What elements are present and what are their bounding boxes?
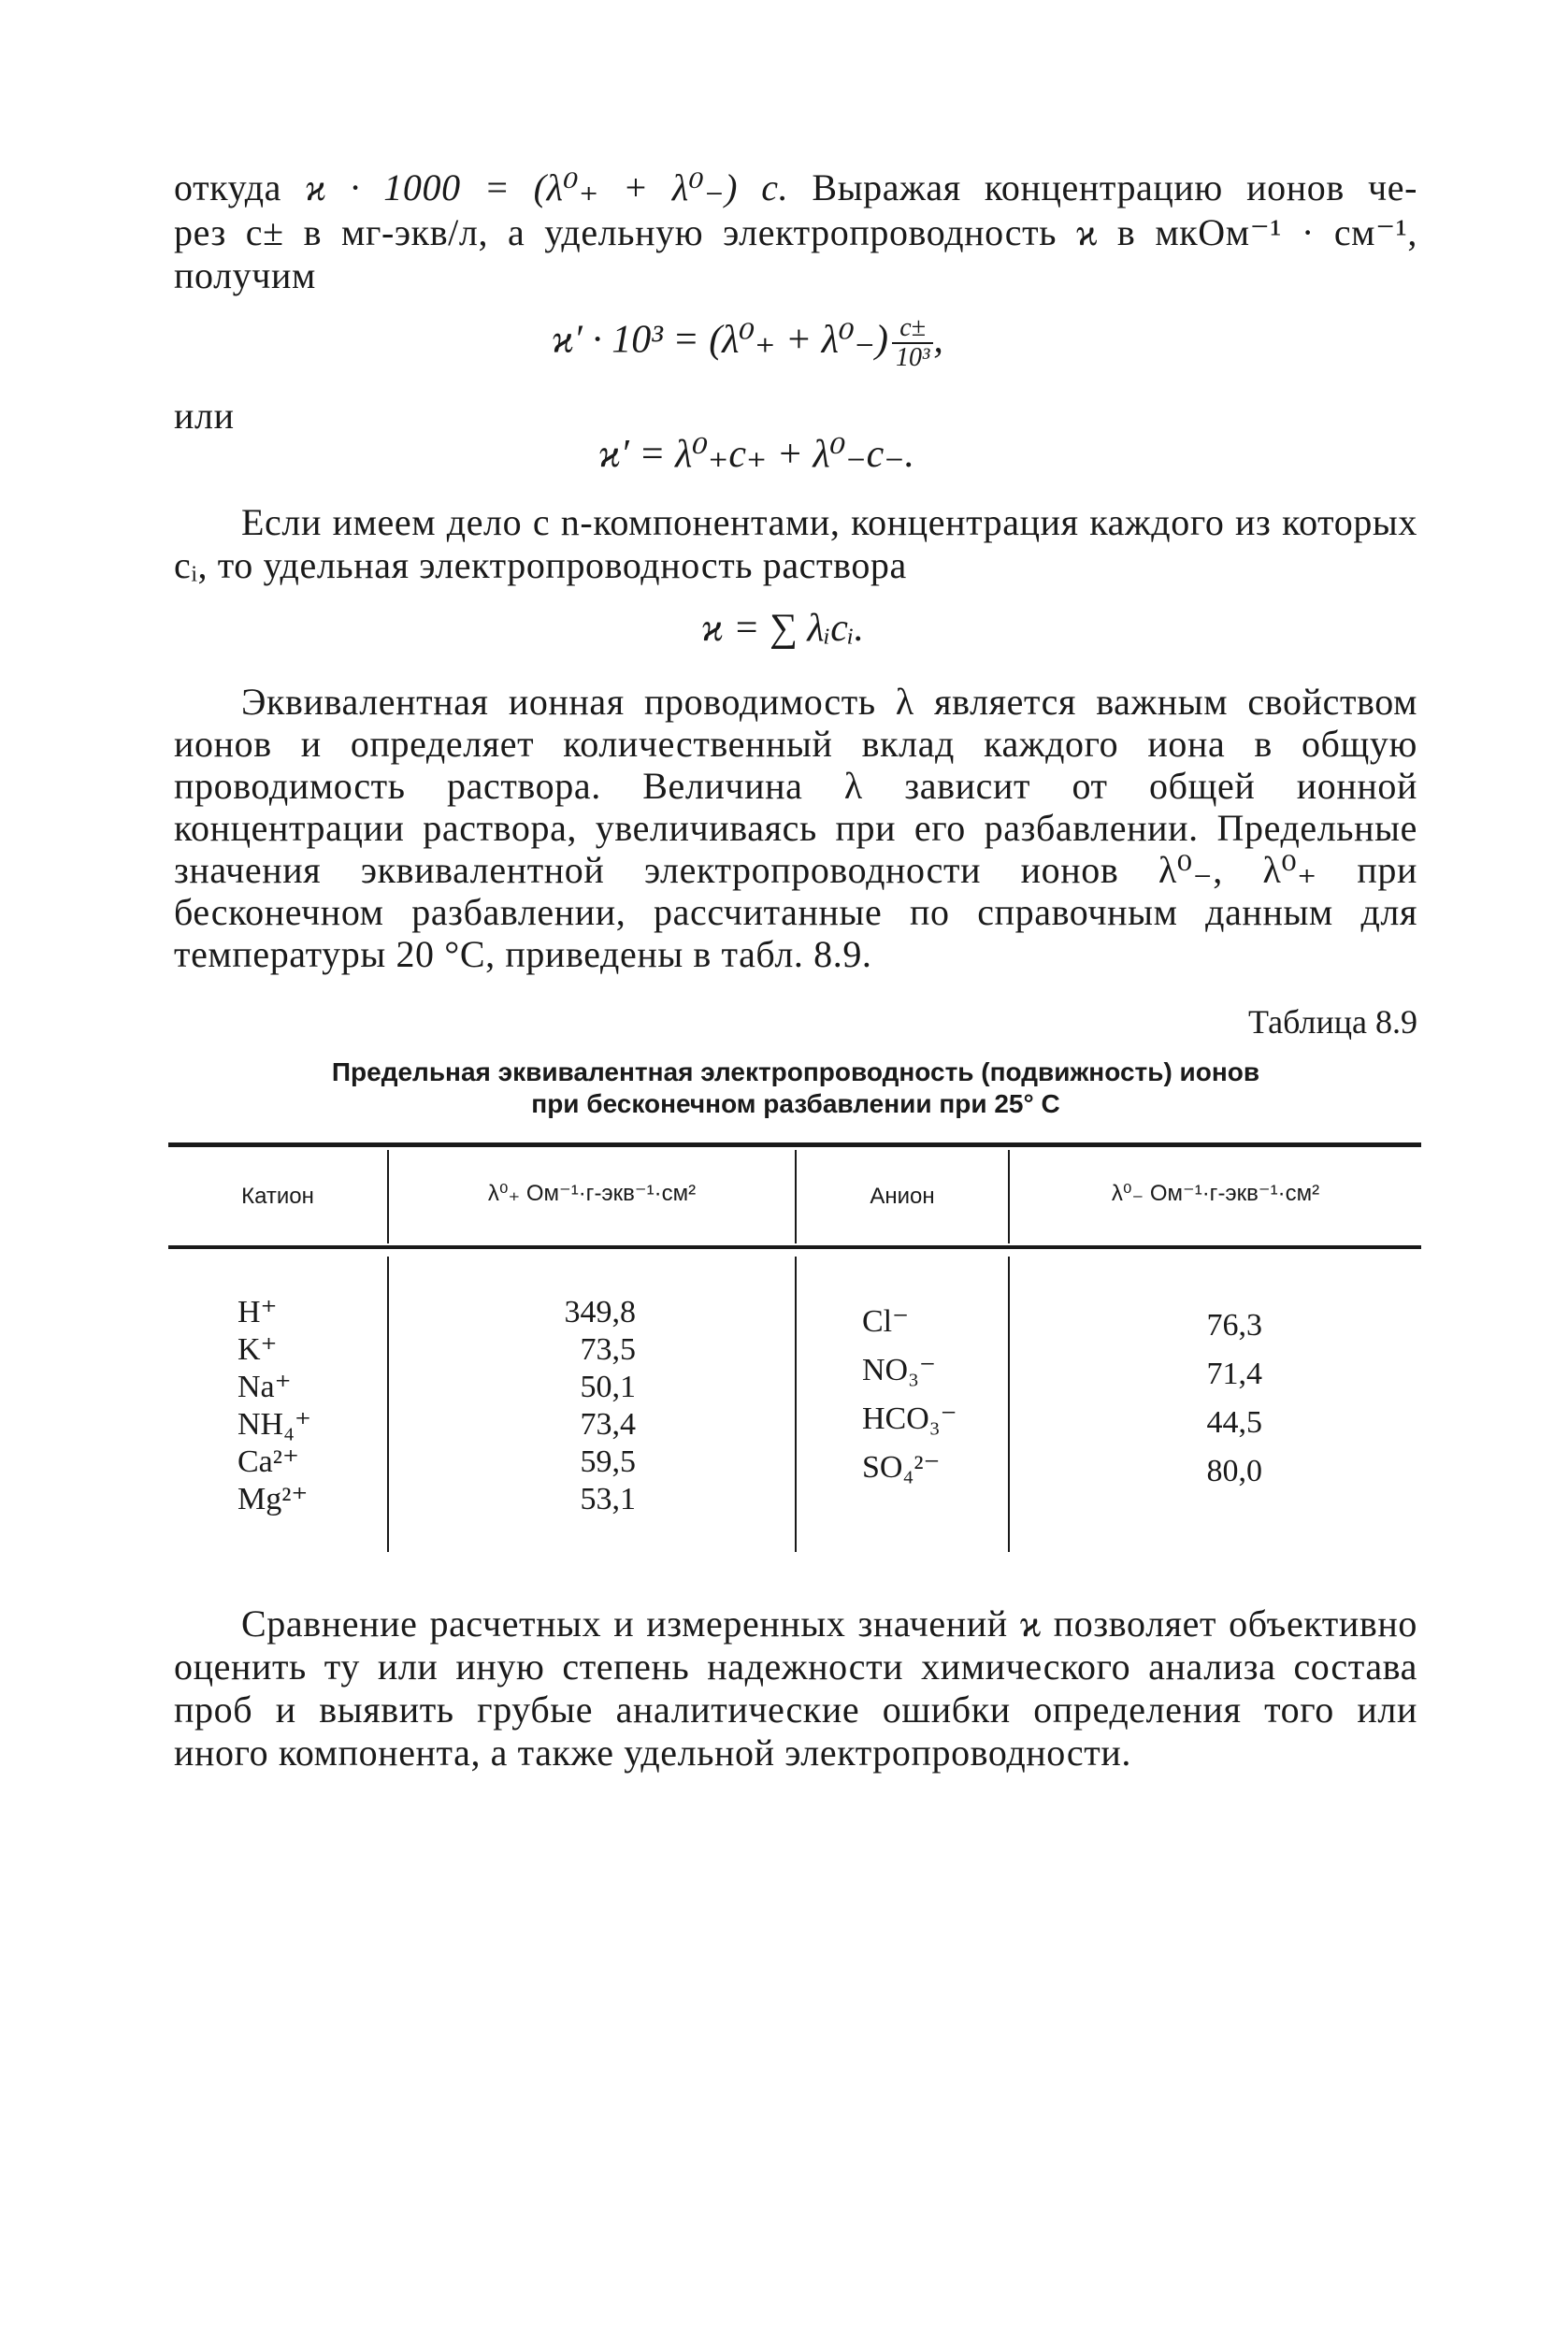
anion-cell: NO₃⁻ — [862, 1353, 936, 1387]
table-label: Таблица 8.9 — [1248, 1003, 1417, 1041]
fraction-denominator: 10³ — [895, 343, 930, 372]
header-anion-conductivity: λ⁰₋ Ом⁻¹·г-экв⁻¹·см² — [1111, 1181, 1320, 1206]
anion-value-column — [1159, 1301, 1262, 1496]
anion-column — [862, 1298, 957, 1492]
cation-cell: H⁺ — [237, 1295, 278, 1329]
cation-cell: NH₄⁺ — [237, 1407, 311, 1442]
paragraph-2: Если имеем дело с n-компонентами, концентрация каждого из которых cᵢ, то удельная электропроводность раствора — [174, 501, 1417, 586]
cation-value-cell: 50,1 — [580, 1370, 636, 1404]
paragraph-1-line-1 — [174, 166, 1417, 209]
formula-conductivity-scaled — [552, 314, 943, 372]
paragraph-1-line-3: получим — [174, 254, 316, 296]
fraction-numerator: c± — [892, 314, 933, 344]
table-caption-line-2: при бесконечном разбавлении при 25° С — [531, 1089, 1060, 1118]
header-anion: Анион — [870, 1184, 935, 1209]
paragraph-1-line-2: рез c± в мг-экв/л, а удельную электропроводность ϰ в мкОм⁻¹ · см⁻¹, — [174, 211, 1417, 253]
cation-value-column — [524, 1294, 636, 1518]
cation-value-cell: 59,5 — [580, 1444, 636, 1479]
anion-cell: Cl⁻ — [862, 1304, 910, 1339]
table-column-divider — [387, 1257, 389, 1552]
text-fragment: откуда — [174, 166, 306, 208]
formula-left: ϰ′ · 10³ = (λ⁰₊ + λ⁰₋) — [552, 318, 888, 362]
formula-sum: ϰ = ∑ λᵢcᵢ. — [701, 607, 865, 650]
anion-value-cell: 80,0 — [1206, 1454, 1262, 1488]
formula-tail: , — [933, 318, 943, 362]
cation-column — [237, 1294, 311, 1518]
table-header-rule — [168, 1245, 1421, 1249]
header-cation-conductivity: λ⁰₊ Ом⁻¹·г-экв⁻¹·см² — [487, 1181, 697, 1206]
anion-cell: SO₄²⁻ — [862, 1450, 941, 1485]
table-column-divider — [795, 1257, 797, 1552]
cation-value-cell: 73,5 — [580, 1332, 636, 1367]
anion-value-cell: 44,5 — [1206, 1405, 1262, 1440]
cation-value-cell: 53,1 — [580, 1482, 636, 1516]
cation-cell: Ca²⁺ — [237, 1444, 299, 1479]
paragraph-3: Эквивалентная ионная проводимость λ является важным свойством ионов и определяет количественный вклад каждого иона в общую проводимость раствора. Величина λ зависит от общей ионной концентрации раствора, увеличиваясь при его разбавлении. Предельные значения эквивалентной электропроводности ионов λ⁰₋, λ⁰₊ при бесконечном разбавлении, рассчитанные по справочным данным для температуры 20 °С, приведены в табл. 8.9. — [174, 681, 1417, 975]
header-cation: Катион — [241, 1184, 314, 1209]
cation-cell: K⁺ — [237, 1332, 278, 1367]
fraction — [892, 314, 933, 372]
anion-value-cell: 76,3 — [1206, 1308, 1262, 1343]
anion-value-cell: 71,4 — [1206, 1357, 1262, 1391]
cation-cell: Mg²⁺ — [237, 1482, 309, 1516]
cation-value-cell: 73,4 — [580, 1407, 636, 1442]
cation-value-cell: 349,8 — [564, 1295, 636, 1329]
anion-cell: HCO₃⁻ — [862, 1401, 957, 1436]
table-caption-line-1: Предельная эквивалентная электропроводность (подвижность) ионов — [331, 1057, 1260, 1086]
paragraph-4: Сравнение расчетных и измеренных значений ϰ позволяет объективно оценить ту или иную степень надежности химического анализа состава проб и выявить грубые аналитические ошибки определения того или иного компонента, а также удельной электропроводности. — [174, 1602, 1417, 1774]
cation-cell: Na⁺ — [237, 1370, 292, 1404]
table-top-rule — [168, 1142, 1421, 1147]
inline-formula: ϰ · 1000 = (λ⁰₊ + λ⁰₋) c. — [305, 166, 789, 208]
or-word: или — [174, 395, 235, 437]
table-column-divider — [1008, 1257, 1010, 1552]
text-fragment: Выражая концентрацию ионов че- — [788, 166, 1417, 208]
formula-conductivity: ϰ′ = λ⁰₊c₊ + λ⁰₋c₋. — [598, 433, 914, 476]
